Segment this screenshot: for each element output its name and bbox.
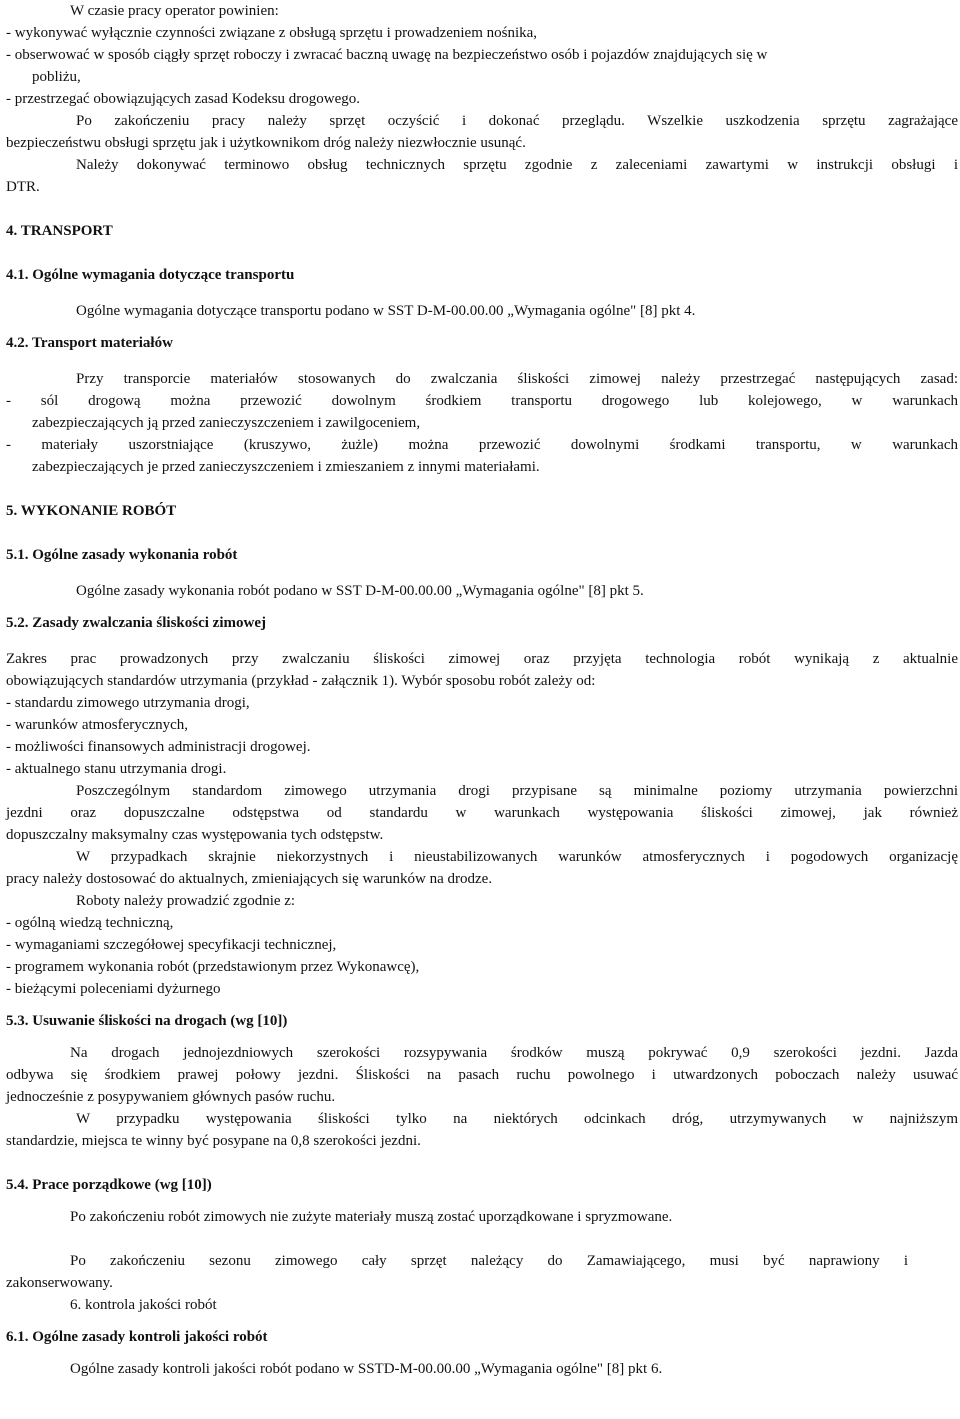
season-end-paragraph-cont: zakonserwowany.	[6, 1275, 113, 1291]
heading-slipperiness-removal: 5.3. Usuwanie śliskości na drogach (wg [10])	[6, 1013, 288, 1029]
after-work-paragraph: Po zakończeniu pracy należy sprzęt oczyścić i dokonać przeglądu. Wszelkie uszkodzenia sprzętu zagrażające	[76, 113, 958, 129]
operator-duty-2-cont: pobliżu,	[32, 69, 81, 85]
works-guidelines-intro: Roboty należy prowadzić zgodnie z:	[76, 893, 296, 909]
operator-duty-1: - wykonywać wyłącznie czynności związane z obsługą sprzętu i prowadzeniem nośnika,	[6, 25, 538, 41]
extreme-weather-paragraph-cont: pracy należy dostosować do aktualnych, zmieniających się warunków na drodze.	[6, 871, 493, 887]
removal-paragraph-end: jednocześnie z posypywaniem głównych pasów ruchu.	[6, 1089, 336, 1105]
heading-execution: 5. WYKONANIE ROBÓT	[6, 503, 177, 519]
heading-transport: 4. TRANSPORT	[6, 223, 113, 239]
standards-paragraph-end: dopuszczalny maksymalny czas występowania tych odstępstw.	[6, 827, 384, 843]
works-guideline-2: - wymaganiami szczegółowej specyfikacji technicznej,	[6, 937, 337, 953]
standards-paragraph-cont: jezdni oraz dopuszczalne odstępstwa od standardu w warunkach występowania śliskości zimowej, jak również	[6, 805, 958, 821]
partial-slipperiness-paragraph: W przypadku występowania śliskości tylko na niektórych odcinkach dróg, utrzymywanych w najniższym	[76, 1111, 958, 1127]
heading-execution-general: 5.1. Ogólne zasady wykonania robót	[6, 547, 238, 563]
heading-transport-materials: 4.2. Transport materiałów	[6, 335, 173, 351]
heading-transport-general: 4.1. Ogólne wymagania dotyczące transportu	[6, 267, 295, 283]
operator-intro: W czasie pracy operator powinien:	[70, 3, 279, 19]
after-work-paragraph-cont: bezpieczeństwu obsługi sprzętu jak i użytkownikom dróg należy niezwłocznie usunąć.	[6, 135, 526, 151]
heading-quality-control: 6. kontrola jakości robót	[70, 1297, 217, 1313]
scope-paragraph-cont: obowiązujących standardów utrzymania (przykład - załącznik 1). Wybór sposobu robót zależy od:	[6, 673, 596, 689]
maintenance-paragraph: Należy dokonywać terminowo obsług technicznych sprzętu zgodnie z zaleceniami zawartymi w instrukcji obsługi i	[76, 157, 958, 173]
partial-slipperiness-paragraph-cont: standardzie, miejsca te winny być posypane na 0,8 szerokości jezdni.	[6, 1133, 421, 1149]
heading-quality-control-general: 6.1. Ogólne zasady kontroli jakości robót	[6, 1329, 268, 1345]
heading-winter-slipperiness: 5.2. Zasady zwalczania śliskości zimowej	[6, 615, 266, 631]
season-end-paragraph: Po zakończeniu sezonu zimowego cały sprzęt należący do Zamawiającego, musi być naprawiony i	[70, 1253, 908, 1269]
works-guideline-4: - bieżącymi poleceniami dyżurnego	[6, 981, 221, 997]
transport-rule-grit: - materiały uszorstniające (kruszywo, żużle) można przewozić dowolnymi środkami transportu, w warunkach	[6, 437, 958, 453]
transport-rule-grit-cont: zabezpieczających je przed zanieczyszczeniem i zmieszaniem z innymi materiałami.	[32, 459, 540, 475]
works-guideline-3: - programem wykonania robót (przedstawionym przez Wykonawcę),	[6, 959, 420, 975]
scope-paragraph: Zakres prac prowadzonych przy zwalczaniu śliskości zimowej oraz przyjęta technologia robót wynikają z aktualnie	[6, 651, 958, 667]
scope-factor-1: - standardu zimowego utrzymania drogi,	[6, 695, 250, 711]
works-guideline-1: - ogólną wiedzą techniczną,	[6, 915, 174, 931]
heading-cleanup-works: 5.4. Prace porządkowe (wg [10])	[6, 1177, 212, 1193]
transport-general-text: Ogólne wymagania dotyczące transportu podano w SST D-M-00.00.00 „Wymagania ogólne" [8] pkt 4.	[76, 303, 696, 319]
standards-paragraph: Poszczególnym standardom zimowego utrzymania drogi przypisane są minimalne poziomy utrzymania powierzchni	[76, 783, 958, 799]
operator-duty-2: - obserwować w sposób ciągły sprzęt roboczy i zwracać baczną uwagę na bezpieczeństwo osób i pojazdów znajdujących się w	[6, 47, 768, 63]
maintenance-paragraph-cont: DTR.	[6, 179, 40, 195]
execution-general-text: Ogólne zasady wykonania robót podano w SST D-M-00.00.00 „Wymagania ogólne" [8] pkt 5.	[76, 583, 644, 599]
extreme-weather-paragraph: W przypadkach skrajnie niekorzystnych i nieustabilizowanych warunków atmosferycznych i pogodowych organizację	[76, 849, 958, 865]
quality-control-text: Ogólne zasady kontroli jakości robót podano w SSTD-M-00.00.00 „Wymagania ogólne" [8] pkt 6.	[70, 1361, 663, 1377]
transport-rule-salt: - sól drogową można przewozić dowolnym środkiem transportu drogowego lub kolejowego, w warunkach	[6, 393, 958, 409]
scope-factor-4: - aktualnego stanu utrzymania drogi.	[6, 761, 227, 777]
transport-materials-intro: Przy transporcie materiałów stosowanych do zwalczania śliskości zimowej należy przestrzegać następujących zasad:	[76, 371, 958, 387]
operator-duty-3: - przestrzegać obowiązujących zasad Kodeksu drogowego.	[6, 91, 361, 107]
transport-rule-salt-cont: zabezpieczających ją przed zanieczyszczeniem i zawilgoceniem,	[32, 415, 421, 431]
document-page	[6, 0, 958, 1380]
removal-paragraph-cont: odbywa się środkiem prawej połowy jezdni. Śliskości na pasach ruchu powolnego i utwardzonych poboczach należy usuwać	[6, 1067, 958, 1083]
cleanup-paragraph: Po zakończeniu robót zimowych nie zużyte materiały muszą zostać uporządkowane i spryzmowane.	[70, 1209, 673, 1225]
removal-paragraph: Na drogach jednojezdniowych szerokości rozsypywania środków muszą pokrywać 0,9 szerokości jezdni. Jazda	[70, 1045, 958, 1061]
scope-factor-3: - możliwości finansowych administracji drogowej.	[6, 739, 311, 755]
scope-factor-2: - warunków atmosferycznych,	[6, 717, 189, 733]
